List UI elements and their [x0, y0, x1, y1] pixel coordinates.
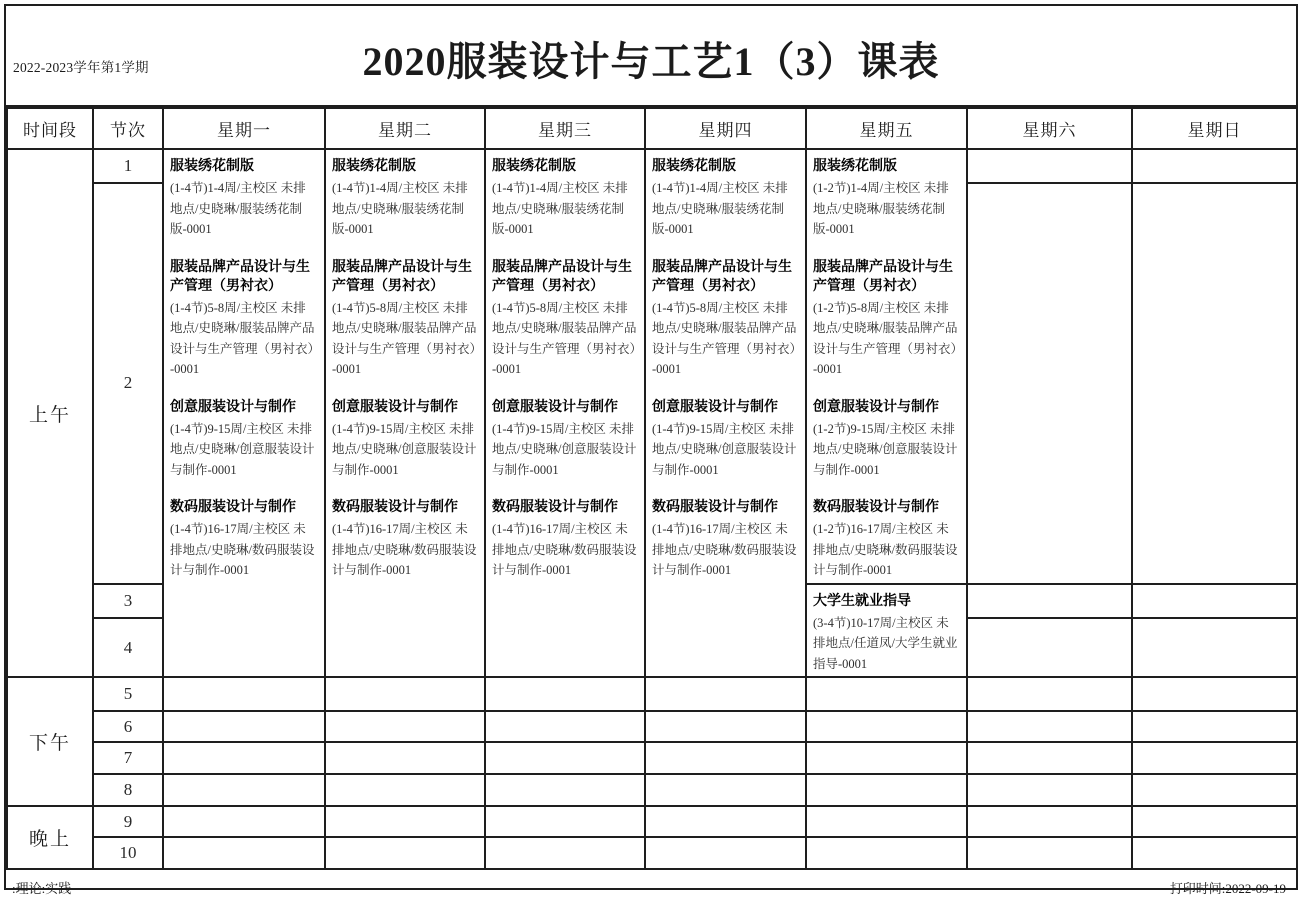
course-detail: (1-4节)5-8周/主校区 未排地点/史晓琳/服装品牌产品设计与生产管理（男衬衣）-0001: [332, 300, 477, 376]
course-title: 服装绣花制版: [492, 157, 576, 173]
empty-cell: [645, 711, 806, 742]
course-entry: [492, 497, 638, 581]
empty-cell: [967, 584, 1132, 619]
course-entry: [332, 397, 478, 481]
footer: [6, 870, 1296, 904]
course-entry: [813, 497, 960, 581]
course-detail: (1-2节)16-17周/主校区 未排地点/史晓琳/数码服装设计与制作-0001: [813, 522, 958, 577]
header-time-period: 时间段: [7, 108, 93, 149]
course-title: 数码服装设计与制作: [170, 498, 296, 514]
page-title: 2020服装设计与工艺1（3）课表: [362, 39, 940, 84]
empty-cell: [806, 677, 967, 711]
empty-cell: [1132, 774, 1297, 806]
empty-cell: [967, 806, 1132, 837]
course-detail: (1-4节)1-4周/主校区 未排地点/史晓琳/服装绣花制版-0001: [652, 181, 788, 236]
course-detail: (1-2节)5-8周/主校区 未排地点/史晓琳/服装品牌产品设计与生产管理（男衬衣）-0001: [813, 300, 958, 376]
course-detail: (1-4节)9-15周/主校区 未排地点/史晓琳/创意服装设计与制作-0001: [170, 421, 315, 477]
schedule-cell-wednesday-am: [485, 149, 645, 677]
course-detail: (1-4节)16-17周/主校区 未排地点/史晓琳/数码服装设计与制作-0001: [170, 522, 315, 577]
course-title: 服装绣花制版: [170, 157, 254, 173]
course-entry: [652, 497, 799, 581]
empty-cell: [806, 806, 967, 837]
section-afternoon: 下午: [7, 677, 93, 806]
course-entry: [813, 156, 960, 240]
title-bar: [6, 6, 1296, 107]
course-title: 创意服装设计与制作: [813, 397, 939, 414]
header-day-thursday: 星期四: [645, 108, 806, 149]
course-entry: [652, 257, 799, 380]
empty-cell: [1132, 584, 1297, 619]
empty-cell: [485, 742, 645, 774]
course-detail: (1-4节)16-17周/主校区 未排地点/史晓琳/数码服装设计与制作-0001: [492, 522, 637, 577]
empty-cell: [163, 711, 325, 742]
empty-cell: [1132, 806, 1297, 837]
empty-cell: [1132, 183, 1297, 584]
empty-cell: [1132, 837, 1297, 869]
empty-cell: [325, 677, 485, 711]
empty-cell: [645, 742, 806, 774]
empty-cell: [163, 677, 325, 711]
course-detail: (1-4节)5-8周/主校区 未排地点/史晓琳/服装品牌产品设计与生产管理（男衬衣）-0001: [170, 300, 315, 376]
empty-cell: [325, 774, 485, 806]
empty-cell: [806, 742, 967, 774]
empty-cell: [967, 677, 1132, 711]
course-entry: [332, 156, 478, 240]
empty-cell: [485, 677, 645, 711]
course-detail: (1-4节)5-8周/主校区 未排地点/史晓琳/服装品牌产品设计与生产管理（男衬衣）-0001: [652, 300, 797, 376]
timetable-sheet: [4, 4, 1298, 896]
course-title: 创意服装设计与制作: [492, 397, 618, 414]
section-evening: 晚上: [7, 806, 93, 869]
period-cell-6: 6: [93, 711, 163, 742]
course-detail: (1-4节)1-4周/主校区 未排地点/史晓琳/服装绣花制版-0001: [170, 181, 306, 236]
course-detail: (1-2节)1-4周/主校区 未排地点/史晓琳/服装绣花制版-0001: [813, 181, 949, 236]
course-entry: [652, 397, 799, 481]
legend-text: :理论:实践: [12, 880, 72, 896]
course-detail: (1-4节)5-8周/主校区 未排地点/史晓琳/服装品牌产品设计与生产管理（男衬衣）-0001: [492, 300, 637, 376]
empty-cell: [645, 774, 806, 806]
period-cell-10: 10: [93, 837, 163, 869]
empty-cell: [485, 774, 645, 806]
header-period: 节次: [93, 108, 163, 149]
semester-label: 2022-2023学年第1学期: [13, 60, 149, 75]
header-day-tuesday: 星期二: [325, 108, 485, 149]
course-title: 数码服装设计与制作: [813, 498, 939, 514]
schedule-cell-monday-am: [163, 149, 325, 677]
period-cell-5: 5: [93, 677, 163, 711]
empty-cell: [485, 711, 645, 742]
empty-cell: [806, 711, 967, 742]
header-day-wednesday: 星期三: [485, 108, 645, 149]
period-cell-3: 3: [93, 584, 163, 619]
course-entry: [492, 257, 638, 380]
course-entry: [170, 257, 318, 380]
empty-cell: [806, 774, 967, 806]
schedule-cell-friday-pm34: [806, 584, 967, 678]
period-cell-4: 4: [93, 618, 163, 677]
empty-cell: [645, 677, 806, 711]
course-entry: [170, 156, 318, 240]
header-day-friday: 星期五: [806, 108, 967, 149]
empty-cell: [967, 774, 1132, 806]
course-entry: [813, 397, 960, 481]
course-detail: (1-2节)9-15周/主校区 未排地点/史晓琳/创意服装设计与制作-0001: [813, 421, 958, 477]
empty-cell: [1132, 677, 1297, 711]
course-detail: (1-4节)9-15周/主校区 未排地点/史晓琳/创意服装设计与制作-0001: [652, 421, 797, 477]
empty-cell: [967, 742, 1132, 774]
empty-cell: [325, 711, 485, 742]
course-detail: (1-4节)1-4周/主校区 未排地点/史晓琳/服装绣花制版-0001: [332, 181, 468, 236]
period-cell-9: 9: [93, 806, 163, 837]
course-title: 大学生就业指导: [813, 591, 911, 608]
course-title: 服装绣花制版: [652, 157, 736, 173]
schedule-cell-thursday-am: [645, 149, 806, 677]
empty-cell: [163, 837, 325, 869]
course-detail: (1-4节)9-15周/主校区 未排地点/史晓琳/创意服装设计与制作-0001: [492, 421, 637, 477]
empty-cell: [967, 711, 1132, 742]
timetable: [6, 107, 1298, 870]
course-title: 创意服装设计与制作: [170, 397, 296, 414]
course-title: 服装绣花制版: [813, 157, 897, 173]
course-entry: [813, 591, 960, 675]
empty-cell: [967, 618, 1132, 677]
course-entry: [652, 156, 799, 240]
empty-cell: [1132, 742, 1297, 774]
schedule-cell-tuesday-am: [325, 149, 485, 677]
course-detail: (1-4节)9-15周/主校区 未排地点/史晓琳/创意服装设计与制作-0001: [332, 421, 477, 477]
period-cell-2: 2: [93, 183, 163, 584]
course-entry: [332, 257, 478, 380]
course-title: 创意服装设计与制作: [332, 397, 458, 414]
empty-cell: [163, 806, 325, 837]
course-entry: [492, 156, 638, 240]
section-morning: 上午: [7, 149, 93, 677]
empty-cell: [1132, 618, 1297, 677]
course-title: 服装品牌产品设计与生产管理（男衬衣）: [813, 257, 953, 293]
course-title: 数码服装设计与制作: [492, 498, 618, 514]
course-title: 服装品牌产品设计与生产管理（男衬衣）: [170, 257, 310, 293]
course-entry: [170, 397, 318, 481]
empty-cell: [325, 837, 485, 869]
period-cell-1: 1: [93, 149, 163, 183]
empty-cell: [325, 806, 485, 837]
course-entry: [170, 497, 318, 581]
course-entry: [492, 397, 638, 481]
course-title: 服装绣花制版: [332, 157, 416, 173]
header-day-monday: 星期一: [163, 108, 325, 149]
course-title: 服装品牌产品设计与生产管理（男衬衣）: [652, 257, 792, 293]
course-title: 创意服装设计与制作: [652, 397, 778, 414]
empty-cell: [967, 837, 1132, 869]
course-entry: [332, 497, 478, 581]
period-cell-7: 7: [93, 742, 163, 774]
course-title: 服装品牌产品设计与生产管理（男衬衣）: [332, 257, 472, 293]
empty-cell: [163, 742, 325, 774]
empty-cell: [1132, 711, 1297, 742]
course-title: 数码服装设计与制作: [652, 498, 778, 514]
course-detail: (3-4节)10-17周/主校区 未排地点/任道凤/大学生就业指导-0001: [813, 615, 958, 671]
empty-cell: [1132, 149, 1297, 183]
print-time: 打印时间:2022-09-19: [1169, 880, 1286, 896]
empty-cell: [485, 837, 645, 869]
course-title: 数码服装设计与制作: [332, 498, 458, 514]
header-day-saturday: 星期六: [967, 108, 1132, 149]
period-cell-8: 8: [93, 774, 163, 806]
empty-cell: [163, 774, 325, 806]
course-detail: (1-4节)16-17周/主校区 未排地点/史晓琳/数码服装设计与制作-0001: [332, 522, 477, 577]
empty-cell: [645, 837, 806, 869]
empty-cell: [967, 183, 1132, 584]
empty-cell: [325, 742, 485, 774]
course-detail: (1-4节)16-17周/主校区 未排地点/史晓琳/数码服装设计与制作-0001: [652, 522, 797, 577]
empty-cell: [485, 806, 645, 837]
empty-cell: [967, 149, 1132, 183]
empty-cell: [806, 837, 967, 869]
course-entry: [813, 257, 960, 380]
schedule-cell-friday-am: [806, 149, 967, 584]
course-title: 服装品牌产品设计与生产管理（男衬衣）: [492, 257, 632, 293]
empty-cell: [645, 806, 806, 837]
course-detail: (1-4节)1-4周/主校区 未排地点/史晓琳/服装绣花制版-0001: [492, 181, 628, 236]
header-day-sunday: 星期日: [1132, 108, 1297, 149]
